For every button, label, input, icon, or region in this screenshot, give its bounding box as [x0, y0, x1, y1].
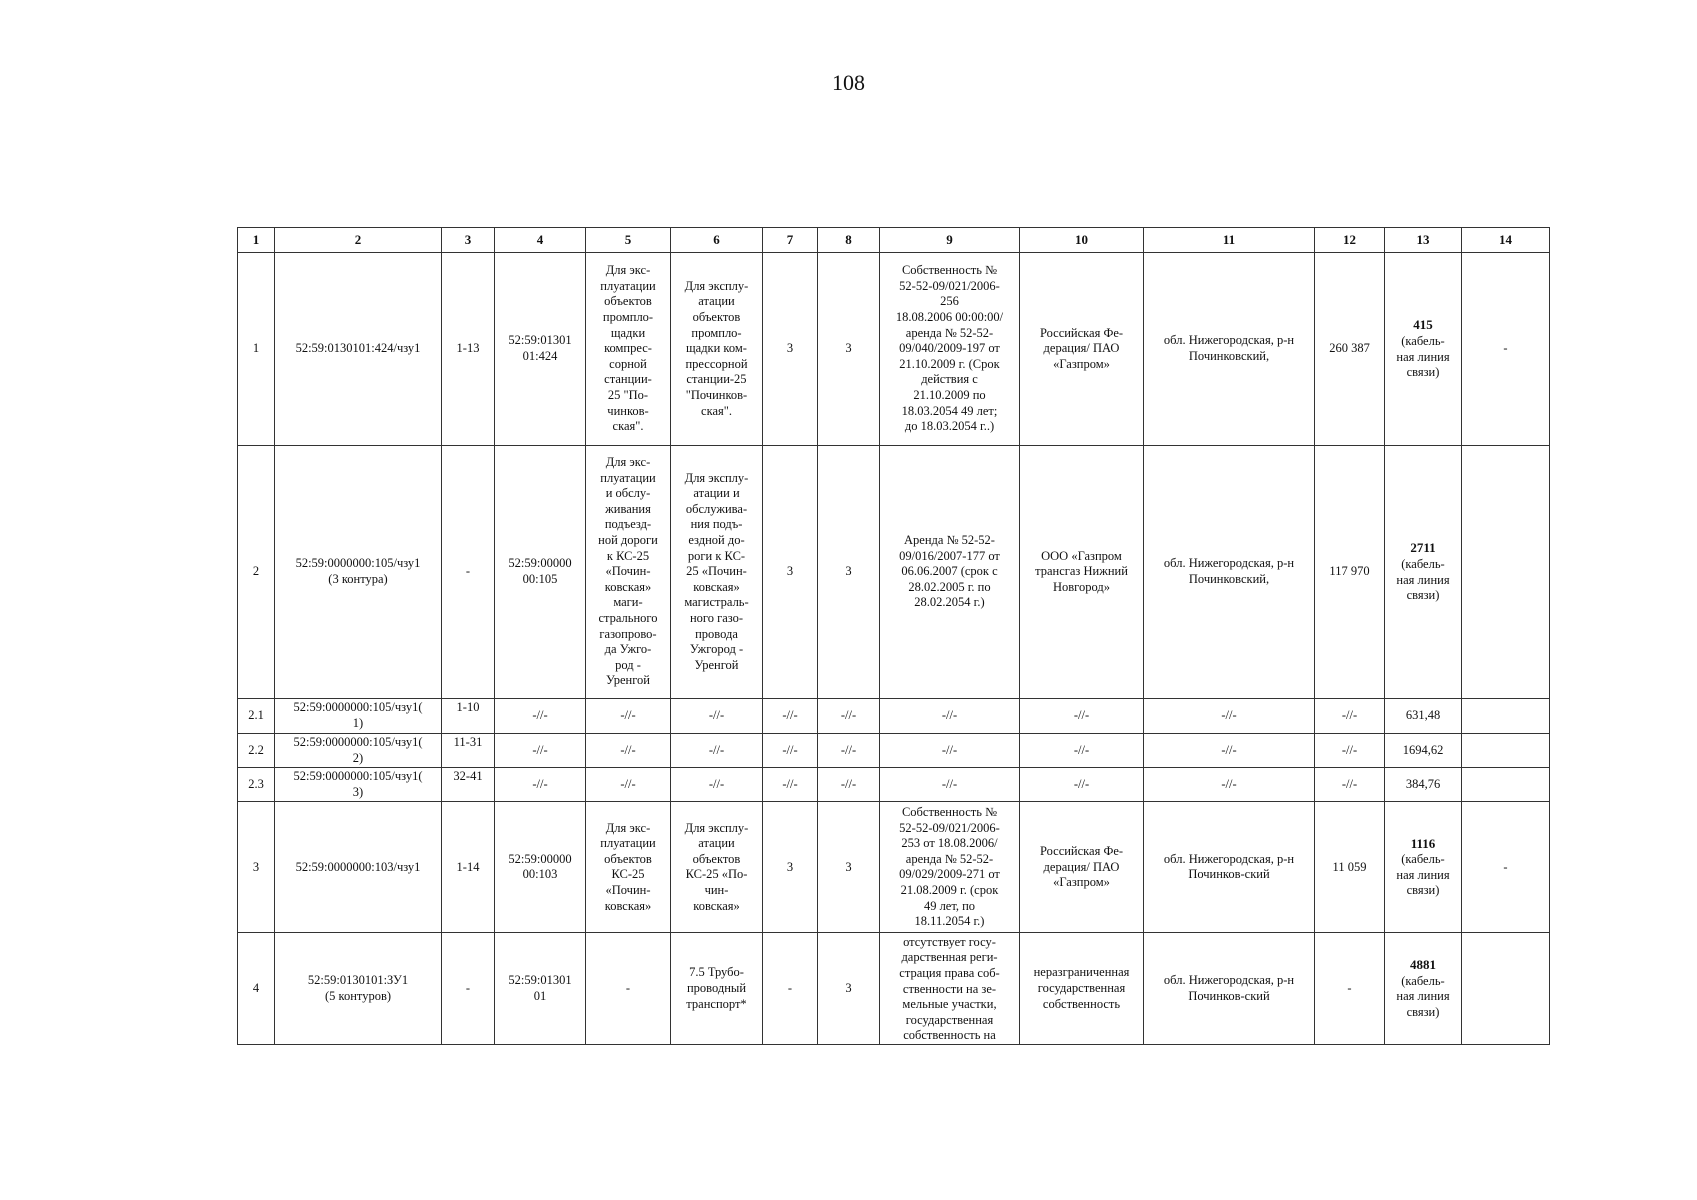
easement-area: [1385, 446, 1462, 699]
cadastral-number: 52:59:0130101:424/чзу1: [275, 253, 442, 446]
rights-holder: Российская Фе- дерация/ ПАО «Газпром»: [1020, 802, 1144, 933]
address: -//-: [1144, 768, 1315, 802]
parent-parcel: -//-: [495, 699, 586, 734]
permitted-use: -: [586, 933, 671, 1045]
permitted-use-classifier: 7.5 Трубо- проводный транспорт*: [671, 933, 763, 1045]
points-range: 1-14: [442, 802, 495, 933]
table-header-row: [238, 228, 1550, 253]
easement-area: 631,48: [1385, 699, 1462, 734]
total-area: 11 059: [1315, 802, 1385, 933]
easement-area-value: 1116: [1410, 835, 1436, 851]
easement-area-note: (кабель- ная линия связи): [1396, 852, 1450, 898]
table-row: [238, 933, 1550, 1045]
row-number: 2.1: [238, 699, 275, 734]
permitted-use-classifier: Для эксплу- атации объектов КС-25 «По- чин- ковская»: [671, 802, 763, 933]
permitted-use-classifier: Для эксплу- атации объектов промпло- щадки ком- прессорной станции-25 "Починков- ская".: [671, 253, 763, 446]
column-header: 4: [495, 228, 586, 253]
category-code: -//-: [818, 699, 880, 734]
parent-parcel: 52:59:01301 01: [495, 933, 586, 1045]
rights-holder: -//-: [1020, 734, 1144, 768]
category-code: -//-: [818, 768, 880, 802]
rights-record: [880, 933, 1020, 1045]
rights-record: Собственность № 52-52-09/021/2006- 253 от 18.08.2006/ аренда № 52-52- 09/029/2009-271 от 21.08.2009 г. (срок 49 лет, по 18.11.2054 г.): [880, 802, 1020, 933]
easement-area-value: 2711: [1410, 540, 1436, 556]
category: -//-: [763, 768, 818, 802]
rights-record: -//-: [880, 699, 1020, 734]
note: -: [1462, 253, 1550, 446]
total-area: 260 387: [1315, 253, 1385, 446]
table-row: [238, 446, 1550, 699]
column-header: 11: [1144, 228, 1315, 253]
column-header: 2: [275, 228, 442, 253]
note: [1462, 933, 1550, 1045]
rights-record: Собственность № 52-52-09/021/2006- 256 18.08.2006 00:00:00/ аренда № 52-52- 09/040/2009-197 от 21.10.2009 г. (Срок действия с 21.10.2009 по 18.03.2054 49 лет; до 18.03.2054 г..): [880, 253, 1020, 446]
table-row: [238, 699, 1550, 734]
category: -//-: [763, 734, 818, 768]
note: -: [1462, 802, 1550, 933]
column-header: 1: [238, 228, 275, 253]
category: 3: [763, 253, 818, 446]
rights-holder: -//-: [1020, 699, 1144, 734]
address: обл. Нижегородская, р-н Починковский,: [1144, 446, 1315, 699]
total-area: -//-: [1315, 734, 1385, 768]
column-header: 8: [818, 228, 880, 253]
cadastral-number: 52:59:0000000:105/чзу1 (3 контура): [275, 446, 442, 699]
total-area: -//-: [1315, 768, 1385, 802]
column-header: 6: [671, 228, 763, 253]
points-range: 1-10: [442, 699, 495, 734]
column-header: 14: [1462, 228, 1550, 253]
permitted-use: Для экс- плуатации и обслу- живания подъезд- ной дороги к КС-25 «Почин- ковская» маги- стрального газопрово- да Ужго- род - Уренгой: [586, 446, 671, 699]
points-range: 32-41: [442, 768, 495, 802]
category-code: 3: [818, 446, 880, 699]
easement-area-note: (кабель- ная линия связи): [1396, 556, 1450, 603]
rights-holder: ООО «Газпром трансгаз Нижний Новгород»: [1020, 446, 1144, 699]
parent-parcel: -//-: [495, 768, 586, 802]
rights-holder: неразграниченная государственная собственность: [1020, 933, 1144, 1045]
points-range: -: [442, 933, 495, 1045]
category: -//-: [763, 699, 818, 734]
rights-record: -//-: [880, 734, 1020, 768]
table-row: [238, 802, 1550, 933]
row-number: 1: [238, 253, 275, 446]
easement-area-note: (кабель- ная линия связи): [1396, 973, 1450, 1019]
parent-parcel: 52:59:00000 00:103: [495, 802, 586, 933]
rights-record: Аренда № 52-52- 09/016/2007-177 от 06.06.2007 (срок с 28.02.2005 г. по 28.02.2054 г.): [880, 446, 1020, 699]
points-range: 11-31: [442, 734, 495, 768]
parent-parcel: -//-: [495, 734, 586, 768]
category-code: 3: [818, 933, 880, 1045]
row-number: 2: [238, 446, 275, 699]
note: [1462, 699, 1550, 734]
land-plots-table: [237, 227, 1550, 1045]
address: -//-: [1144, 734, 1315, 768]
category-code: 3: [818, 253, 880, 446]
address: обл. Нижегородская, р-н Починков-ский: [1144, 802, 1315, 933]
table-row: [238, 734, 1550, 768]
parent-parcel: 52:59:01301 01:424: [495, 253, 586, 446]
note: [1462, 446, 1550, 699]
easement-area: 384,76: [1385, 768, 1462, 802]
cadastral-number: 52:59:0000000:103/чзу1: [275, 802, 442, 933]
easement-area-value: 415: [1413, 317, 1433, 333]
total-area: 117 970: [1315, 446, 1385, 699]
column-header: 3: [442, 228, 495, 253]
address: обл. Нижегородская, р-н Починковский,: [1144, 253, 1315, 446]
permitted-use-classifier: -//-: [671, 699, 763, 734]
rights-record-text: отсутствует госу- дарственная реги- страция права соб- ственности на зе- мельные участки, государственная собственность на: [899, 934, 1000, 1043]
address: обл. Нижегородская, р-н Починков-ский: [1144, 933, 1315, 1045]
easement-area: 1694,62: [1385, 734, 1462, 768]
easement-area: [1385, 933, 1462, 1045]
permitted-use-classifier: Для эксплу- атации и обслужива- ния подъ- ездной до- роги к КС- 25 «Почин- ковская» магистраль- ного газо- провода Ужгород - Уренгой: [671, 446, 763, 699]
category-code: -//-: [818, 734, 880, 768]
total-area: -: [1315, 933, 1385, 1045]
cadastral-number: 52:59:0000000:105/чзу1( 3): [275, 768, 442, 802]
column-header: 10: [1020, 228, 1144, 253]
points-range: -: [442, 446, 495, 699]
row-number: 2.2: [238, 734, 275, 768]
category: 3: [763, 446, 818, 699]
page-number: 108: [832, 70, 865, 95]
easement-area-note: (кабель- ная линия связи): [1396, 333, 1450, 380]
cadastral-number: 52:59:0000000:105/чзу1( 2): [275, 734, 442, 768]
permitted-use: Для экс- плуатации объектов промпло- щадки компрес- сорной станции- 25 "По- чинков- ская".: [586, 253, 671, 446]
rights-holder: Российская Фе- дерация/ ПАО «Газпром»: [1020, 253, 1144, 446]
rights-holder: -//-: [1020, 768, 1144, 802]
easement-area: [1385, 802, 1462, 933]
table-row: [238, 253, 1550, 446]
permitted-use-classifier: -//-: [671, 768, 763, 802]
column-header: 9: [880, 228, 1020, 253]
category-code: 3: [818, 802, 880, 933]
points-range: 1-13: [442, 253, 495, 446]
total-area: -//-: [1315, 699, 1385, 734]
note: [1462, 768, 1550, 802]
table-row: [238, 768, 1550, 802]
permitted-use-classifier: -//-: [671, 734, 763, 768]
column-header: 13: [1385, 228, 1462, 253]
cadastral-number: 52:59:0000000:105/чзу1( 1): [275, 699, 442, 734]
column-header: 5: [586, 228, 671, 253]
permitted-use: Для экс- плуатации объектов КС-25 «Почин- ковская»: [586, 802, 671, 933]
permitted-use: -//-: [586, 768, 671, 802]
row-number: 4: [238, 933, 275, 1045]
permitted-use: -//-: [586, 699, 671, 734]
rights-record: -//-: [880, 768, 1020, 802]
row-number: 3: [238, 802, 275, 933]
cadastral-number: 52:59:0130101:ЗУ1 (5 контуров): [275, 933, 442, 1045]
category: 3: [763, 802, 818, 933]
parent-parcel: 52:59:00000 00:105: [495, 446, 586, 699]
note: [1462, 734, 1550, 768]
column-header: 7: [763, 228, 818, 253]
row-number: 2.3: [238, 768, 275, 802]
address: -//-: [1144, 699, 1315, 734]
column-header: 12: [1315, 228, 1385, 253]
permitted-use: -//-: [586, 734, 671, 768]
easement-area-value: 4881: [1410, 957, 1436, 973]
category: -: [763, 933, 818, 1045]
easement-area: [1385, 253, 1462, 446]
